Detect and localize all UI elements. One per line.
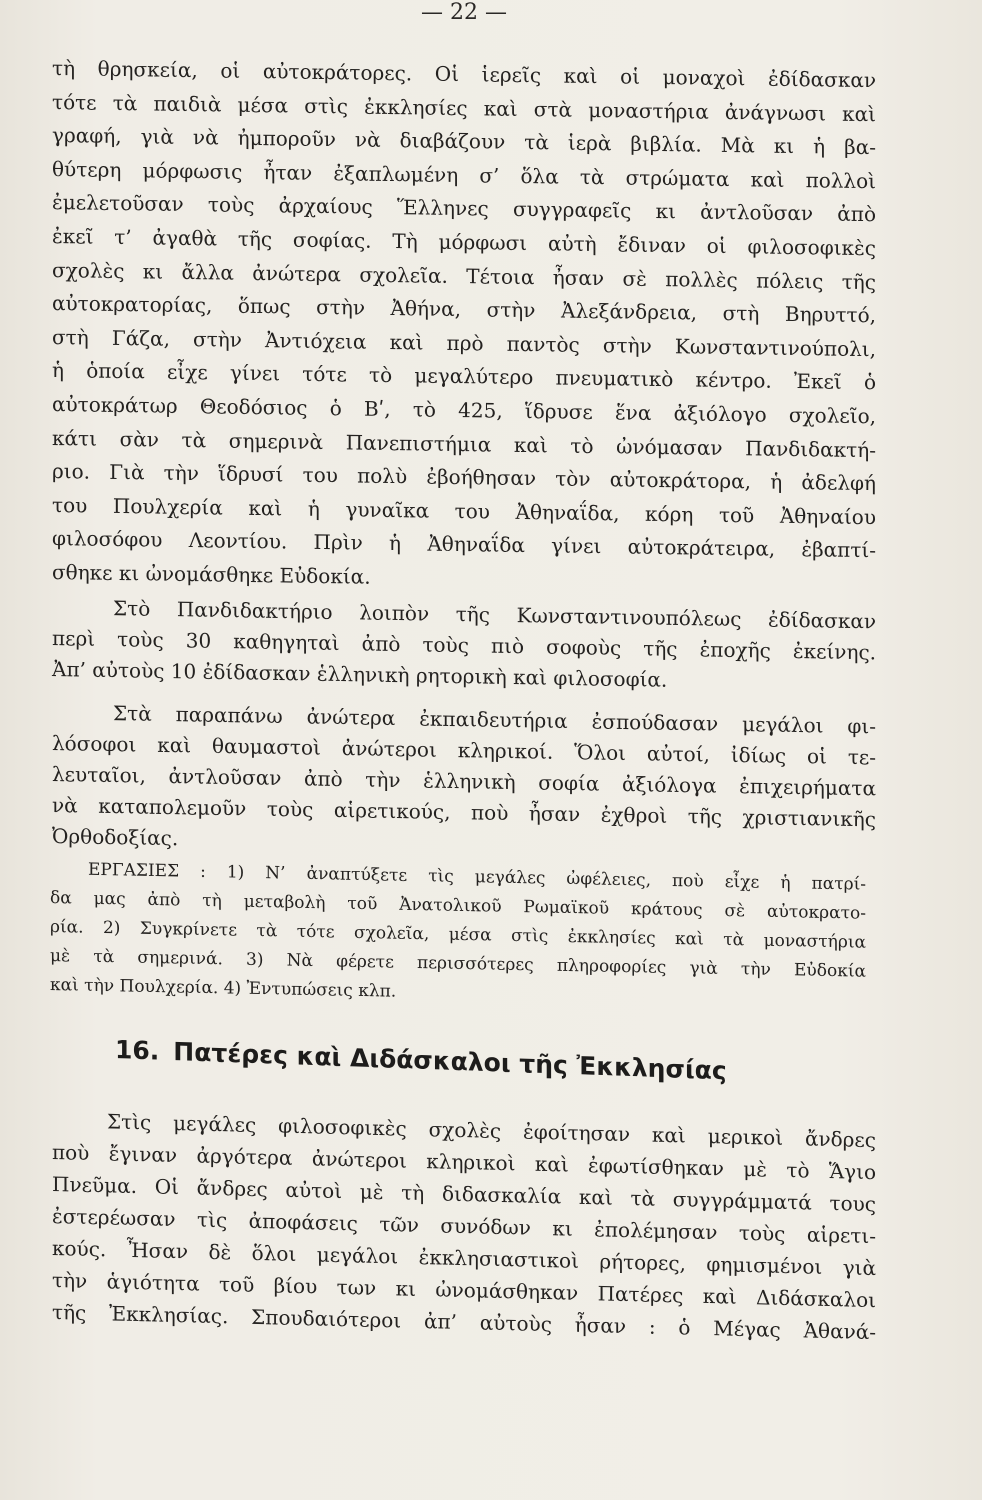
text-line: νὰ καταπολεμοῦν τοὺς αἱρετικούς, ποὺ ἦσαν ἐχθροὶ τῆς χριστιανικῆς bbox=[52, 793, 876, 832]
text-line: σχολὲς κι ἄλλα ἀνώτερα σχολεῖα. Τέτοια ἦσαν σὲ πολλὲς πόλεις τῆς bbox=[52, 257, 876, 294]
text-line: στὴ Γάζα, στὴν Ἀντιόχεια καὶ πρὸ παντὸς στὴν Κωνσταντινούπολι, bbox=[52, 324, 876, 361]
text-line: κάτι σὰν τὰ σημερινὰ Πανεπιστήμια καὶ τὸ ὠνόμασαν Πανδιδακτή- bbox=[52, 425, 876, 462]
text-line: Ἀπ’ αὐτοὺς 10 ἐδίδασκαν ἑλληνικὴ ρητορικὴ καὶ φιλοσοφία. bbox=[52, 657, 668, 692]
exercise-line: μὲ τὰ σημερινά. 3) Νὰ φέρετε περισσότερες πληροφορίες γιὰ τὴν Εὐδοκία bbox=[50, 946, 866, 982]
text-line: του Πουλχερία καὶ ἡ γυναῖκα του Ἀθηναΐδα, κόρη τοῦ Ἀθηναίου bbox=[52, 492, 876, 529]
text-line: ἡ ὁποία εἶχε γίνει τότε τὸ μεγαλύτερο πνευματικὸ κέντρο. Ἐκεῖ ὁ bbox=[52, 358, 876, 395]
text-line: ριο. Γιὰ τὴν ἵδρυσί του πολὺ ἐβοήθησαν τὸν αὐτοκράτορα, ἡ ἀδελφή bbox=[52, 459, 876, 496]
exercise-line: ΕΡΓΑΣΙΕΣ : 1) Ν’ ἀναπτύξετε τὶς μεγάλες ὠφέλειες, ποὺ εἶχε ἡ πατρί- bbox=[88, 859, 866, 895]
text-line: τὴν ἁγιότητα τοῦ βίου των κι ὠνομάσθηκαν Πατέρες καὶ Διδάσκαλοι bbox=[52, 1268, 876, 1313]
exercise-line: καὶ τὴν Πουλχερία. 4) Ἐντυπώσεις κλπ. bbox=[50, 975, 397, 1002]
text-line: ἐστερέωσαν τὶς ἀποφάσεις τῶν συνόδων κι ἐπολέμησαν τοὺς αἱρετι- bbox=[52, 1204, 876, 1249]
text-line: κούς. Ἦσαν δὲ ὅλοι μεγάλοι ἐκκλησιαστικοὶ ρήτορες, φημισμένοι γιὰ bbox=[52, 1236, 876, 1281]
text-line: ἐμελετοῦσαν τοὺς ἀρχαίους Ἕλληνες συγγραφεῖς κι ἀντλοῦσαν ἀπὸ bbox=[52, 190, 876, 227]
text-line: Στὶς μεγάλες φιλοσοφικὲς σχολὲς ἐφοίτησαν καὶ μερικοὶ ἄνδρες bbox=[107, 1109, 876, 1153]
exercise-line: δα μας ἀπὸ τὴ μεταβολὴ τοῦ Ἀνατολικοῦ Ρωμαϊκοῦ κράτους σὲ αὐτοκρατο- bbox=[50, 888, 866, 924]
text-line: ποὺ ἔγιναν ἀργότερα ἀνώτεροι κληρικοὶ καὶ ἐφωτίσθηκαν μὲ τὸ Ἅγιο bbox=[52, 1140, 876, 1185]
text-line: αὐτοκράτωρ Θεοδόσιος ὁ Βʹ, τὸ 425, ἵδρυσε ἕνα ἀξιόλογο σχολεῖο, bbox=[52, 391, 876, 429]
paragraph bbox=[52, 592, 876, 699]
text-line: Πνεῦμα. Οἱ ἄνδρες αὐτοὶ μὲ τὴ διδασκαλία καὶ τὰ συγγράμματά τους bbox=[52, 1172, 876, 1217]
text-line: περὶ τοὺς 30 καθηγηταὶ ἀπὸ τοὺς πιὸ σοφοὺς τῆς ἐποχῆς ἐκείνης. bbox=[52, 626, 876, 665]
text-line: θύτερη μόρφωσις ἦταν ἐξαπλωμένη σ’ ὅλα τὰ στρώματα καὶ πολλοὶ bbox=[52, 156, 876, 194]
text-line: Στὸ Πανδιδακτήριο λοιπὸν τῆς Κωνσταντινουπόλεως ἐδίδασκαν bbox=[113, 596, 876, 634]
page-number: — 22 — bbox=[421, 0, 507, 25]
text-line: Στὰ παραπάνω ἀνώτερα ἐκπαιδευτήρια ἐσπούδασαν μεγάλοι φι- bbox=[113, 701, 876, 739]
section-title: Πατέρες καὶ Διδάσκαλοι τῆς Ἐκκλησίας bbox=[173, 1037, 727, 1086]
text-line: γραφή, γιὰ νὰ ἠμποροῦν νὰ διαβάζουν τὰ ἱερὰ βιβλία. Μὰ κι ἡ βα- bbox=[52, 123, 876, 160]
text-line: τὴ θρησκεία, οἱ αὐτοκράτορες. Οἱ ἱερεῖς καὶ οἱ μοναχοὶ ἐδίδασκαν bbox=[52, 56, 876, 93]
section-number: 16. bbox=[115, 1035, 160, 1066]
paragraph bbox=[52, 1104, 876, 1348]
exercise-line: ρία. 2) Συγκρίνετε τὰ τότε σχολεῖα, μέσα στὶς ἐκκλησίες καὶ τὰ μοναστήρια bbox=[50, 917, 866, 953]
exercises-block bbox=[50, 855, 866, 1016]
paragraph-continuation bbox=[52, 52, 876, 602]
text-line: Ὀρθοδοξίας. bbox=[52, 824, 179, 851]
text-line: τότε τὰ παιδιὰ μέσα στὶς ἐκκλησίες καὶ στὰ μοναστήρια ἀνάγνωσι καὶ bbox=[52, 89, 876, 126]
text-line: αὐτοκρατορίας, ὅπως στὴν Ἀθήνα, στὴν Ἀλεξάνδρεια, στὴ Βηρυττό, bbox=[52, 291, 876, 328]
text-line: λευταῖοι, ἀντλοῦσαν ἀπὸ τὴν ἑλληνικὴ σοφία ἀξιόλογα ἐπιχειρήματα bbox=[52, 762, 876, 801]
text-line: ἐκεῖ τ’ ἀγαθὰ τῆς σοφίας. Τὴ μόρφωσι αὐτὴ ἔδιναν οἱ φιλοσοφικὲς bbox=[52, 223, 876, 261]
text-line: σθηκε κι ὠνομάσθηκε Εὐδοκία. bbox=[52, 559, 371, 589]
text-line: τῆς Ἐκκλησίας. Σπουδαιότεροι ἀπ’ αὐτοὺς ἦσαν : ὁ Μέγας Ἀθανά- bbox=[52, 1300, 876, 1345]
paragraph bbox=[52, 697, 876, 866]
text-line: φιλοσόφου Λεοντίου. Πρὶν ἡ Ἀθηναΐδα γίνει αὐτοκράτειρα, ἐβαπτί- bbox=[52, 526, 876, 563]
section-heading bbox=[115, 1030, 835, 1095]
text-line: λόσοφοι καὶ θαυμαστοὶ ἀνώτεροι κληρικοί. Ὅλοι αὐτοί, ἰδίως οἱ τε- bbox=[52, 731, 876, 770]
